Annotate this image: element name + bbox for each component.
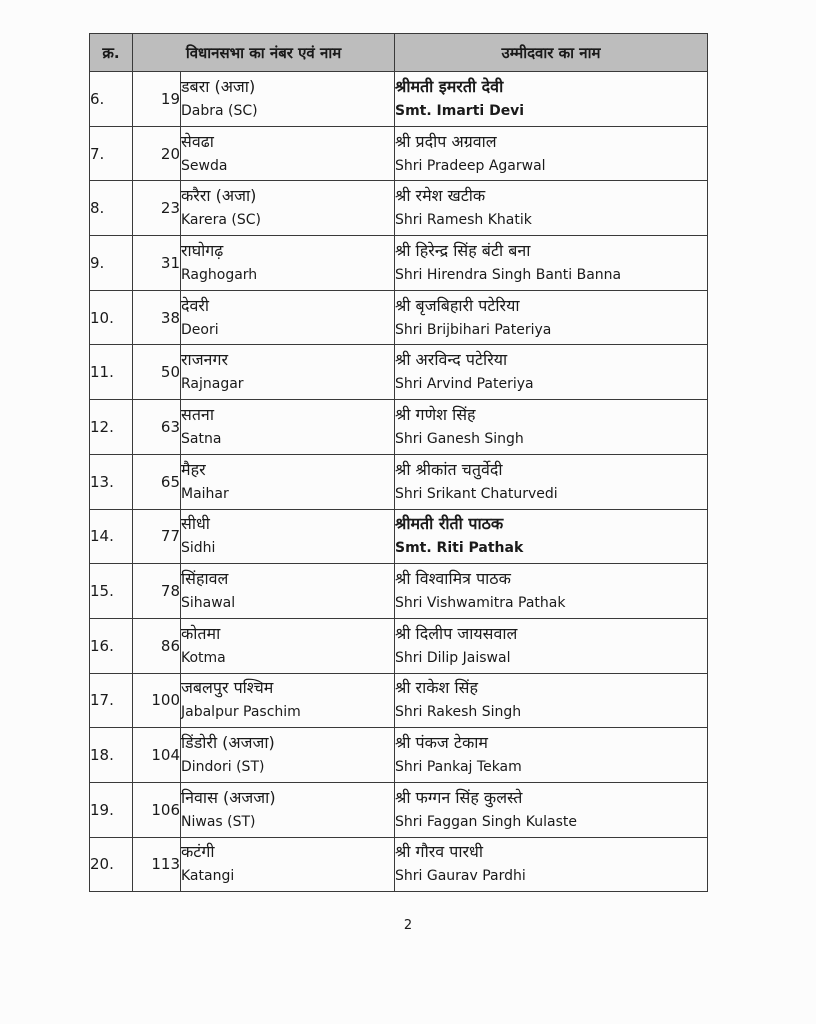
table-row <box>90 454 708 509</box>
candidate-name-cell <box>395 618 708 673</box>
candidate-name-english: Shri Arvind Pateriya <box>395 376 534 393</box>
candidate-name-hindi: श्री रमेश खटीक <box>395 186 486 206</box>
candidate-name-hindi: श्री फग्गन सिंह कुलस्ते <box>395 787 523 807</box>
constituency-number-cell: 38 <box>133 290 181 345</box>
constituency-name-english: Dindori (ST) <box>181 759 265 776</box>
serial-number-cell: 17. <box>90 673 133 728</box>
constituency-name-english: Rajnagar <box>181 376 244 393</box>
candidate-name-hindi: श्री श्रीकांत चतुर्वेदी <box>395 459 503 479</box>
constituency-name-english: Kotma <box>181 649 226 666</box>
constituency-number-cell: 104 <box>133 728 181 783</box>
candidate-name-hindi: श्री हिरेन्द्र सिंह बंटी बना <box>395 240 531 260</box>
constituency-number-cell: 31 <box>133 236 181 291</box>
constituency-name-english: Katangi <box>181 868 235 885</box>
candidate-name-english: Shri Rakesh Singh <box>395 704 522 721</box>
table-header-row <box>90 34 708 72</box>
constituency-name-english: Sihawal <box>181 595 236 612</box>
constituency-number-cell: 77 <box>133 509 181 564</box>
constituency-name-hindi: कोतमा <box>181 623 221 643</box>
table-row <box>90 618 708 673</box>
candidate-name-cell <box>395 400 708 455</box>
serial-number-cell: 20. <box>90 837 133 892</box>
serial-number-cell: 6. <box>90 72 133 127</box>
constituency-name-english: Raghogarh <box>181 266 258 283</box>
constituency-name-english: Sewda <box>181 157 228 174</box>
table-row <box>90 290 708 345</box>
table-row <box>90 345 708 400</box>
serial-number-cell: 18. <box>90 728 133 783</box>
page-number: 2 <box>403 918 413 933</box>
constituency-name-cell <box>181 72 395 127</box>
candidate-name-english: Shri Ganesh Singh <box>395 430 524 447</box>
constituency-name-english: Sidhi <box>181 540 216 557</box>
constituency-name-hindi: राजनगर <box>181 350 228 370</box>
constituency-name-cell <box>181 345 395 400</box>
header-constituency: विधानसभा का नंबर एवं नाम <box>133 34 395 72</box>
constituency-name-cell <box>181 236 395 291</box>
constituency-name-cell <box>181 181 395 236</box>
constituency-number-cell: 20 <box>133 126 181 181</box>
constituency-name-english: Maihar <box>181 485 229 502</box>
table-row <box>90 837 708 892</box>
candidate-name-cell <box>395 181 708 236</box>
candidate-name-hindi: श्री गौरव पारधी <box>395 842 483 862</box>
constituency-name-cell <box>181 454 395 509</box>
table-row <box>90 728 708 783</box>
candidate-name-hindi: श्री राकेश सिंह <box>395 678 478 698</box>
header-candidate-name: उम्मीदवार का नाम <box>395 34 708 72</box>
constituency-number-cell: 86 <box>133 618 181 673</box>
constituency-name-cell <box>181 837 395 892</box>
candidate-name-hindi: श्री दिलीप जायसवाल <box>395 623 518 643</box>
candidate-name-cell <box>395 837 708 892</box>
constituency-name-hindi: देवरी <box>181 295 210 315</box>
constituency-name-hindi: मैहर <box>181 459 206 479</box>
table-row <box>90 236 708 291</box>
candidate-name-english: Shri Faggan Singh Kulaste <box>395 813 577 830</box>
serial-number-cell: 14. <box>90 509 133 564</box>
header-serial-number: क्र. <box>90 34 133 72</box>
constituency-number-cell: 63 <box>133 400 181 455</box>
table-row <box>90 181 708 236</box>
constituency-name-hindi: डिंडोरी (अजजा) <box>181 733 275 753</box>
constituency-number-cell: 19 <box>133 72 181 127</box>
constituency-name-cell <box>181 290 395 345</box>
serial-number-cell: 15. <box>90 564 133 619</box>
candidate-name-english: Shri Hirendra Singh Banti Banna <box>395 266 622 283</box>
candidate-name-english: Shri Vishwamitra Pathak <box>395 595 566 612</box>
constituency-name-english: Karera (SC) <box>181 212 261 229</box>
constituency-name-hindi: जबलपुर पश्चिम <box>181 678 274 698</box>
candidate-name-hindi: श्री प्रदीप अग्रवाल <box>395 131 497 151</box>
candidate-name-english: Smt. Riti Pathak <box>395 540 524 557</box>
constituency-name-cell <box>181 673 395 728</box>
constituency-name-hindi: करैरा (अजा) <box>181 186 257 206</box>
candidate-name-hindi: श्रीमती इमरती देवी <box>395 76 504 96</box>
constituency-name-hindi: डबरा (अजा) <box>181 76 256 96</box>
candidate-name-english: Shri Brijbihari Pateriya <box>395 321 552 338</box>
constituency-name-cell <box>181 782 395 837</box>
candidate-name-cell <box>395 236 708 291</box>
constituency-name-cell <box>181 400 395 455</box>
table-row <box>90 400 708 455</box>
constituency-number-cell: 78 <box>133 564 181 619</box>
serial-number-cell: 16. <box>90 618 133 673</box>
table-row <box>90 782 708 837</box>
candidate-name-cell <box>395 290 708 345</box>
candidate-name-cell <box>395 126 708 181</box>
table-row <box>90 564 708 619</box>
candidate-name-hindi: श्री अरविन्द पटेरिया <box>395 350 508 370</box>
serial-number-cell: 10. <box>90 290 133 345</box>
constituency-name-cell <box>181 728 395 783</box>
candidate-name-cell <box>395 673 708 728</box>
candidate-name-english: Smt. Imarti Devi <box>395 102 525 119</box>
constituency-name-english: Deori <box>181 321 219 338</box>
constituency-name-hindi: सेवढा <box>181 131 214 151</box>
candidate-name-cell <box>395 728 708 783</box>
constituency-number-cell: 106 <box>133 782 181 837</box>
constituency-name-cell <box>181 126 395 181</box>
candidate-name-english: Shri Pradeep Agarwal <box>395 157 546 174</box>
constituency-number-cell: 65 <box>133 454 181 509</box>
constituency-number-cell: 100 <box>133 673 181 728</box>
candidate-name-cell <box>395 782 708 837</box>
serial-number-cell: 12. <box>90 400 133 455</box>
serial-number-cell: 9. <box>90 236 133 291</box>
candidate-name-english: Shri Srikant Chaturvedi <box>395 485 558 502</box>
constituency-name-hindi: सतना <box>181 404 214 424</box>
candidate-name-hindi: श्री बृजबिहारी पटेरिया <box>395 295 520 315</box>
constituency-number-cell: 113 <box>133 837 181 892</box>
constituency-name-hindi: राघोगढ़ <box>181 240 224 260</box>
candidate-name-cell <box>395 509 708 564</box>
candidate-name-english: Shri Gaurav Pardhi <box>395 868 526 885</box>
constituency-name-english: Niwas (ST) <box>181 813 256 830</box>
constituency-name-cell <box>181 509 395 564</box>
serial-number-cell: 7. <box>90 126 133 181</box>
candidate-name-english: Shri Ramesh Khatik <box>395 212 532 229</box>
serial-number-cell: 8. <box>90 181 133 236</box>
candidate-name-english: Shri Dilip Jaiswal <box>395 649 511 666</box>
constituency-name-cell <box>181 564 395 619</box>
table-row <box>90 126 708 181</box>
constituency-name-hindi: सिंहावल <box>181 569 229 589</box>
candidate-name-hindi: श्री गणेश सिंह <box>395 404 476 424</box>
constituency-name-hindi: कटंगी <box>181 842 215 862</box>
constituency-name-english: Jabalpur Paschim <box>181 704 301 721</box>
candidate-name-cell <box>395 564 708 619</box>
constituency-number-cell: 50 <box>133 345 181 400</box>
candidate-name-hindi: श्री विश्वामित्र पाठक <box>395 569 511 589</box>
table-body <box>90 72 708 892</box>
serial-number-cell: 11. <box>90 345 133 400</box>
table-row <box>90 72 708 127</box>
table-row <box>90 509 708 564</box>
candidate-list-table <box>89 33 708 892</box>
candidate-name-cell <box>395 345 708 400</box>
constituency-name-hindi: निवास (अजजा) <box>181 787 276 807</box>
candidate-name-cell <box>395 454 708 509</box>
constituency-number-cell: 23 <box>133 181 181 236</box>
candidate-name-hindi: श्रीमती रीती पाठक <box>395 514 504 534</box>
candidate-name-english: Shri Pankaj Tekam <box>395 759 522 776</box>
serial-number-cell: 19. <box>90 782 133 837</box>
constituency-name-english: Dabra (SC) <box>181 102 258 119</box>
constituency-name-cell <box>181 618 395 673</box>
candidate-name-hindi: श्री पंकज टेकाम <box>395 733 488 753</box>
table-row <box>90 673 708 728</box>
candidate-name-cell <box>395 72 708 127</box>
serial-number-cell: 13. <box>90 454 133 509</box>
constituency-name-english: Satna <box>181 430 222 447</box>
constituency-name-hindi: सीधी <box>181 514 210 534</box>
